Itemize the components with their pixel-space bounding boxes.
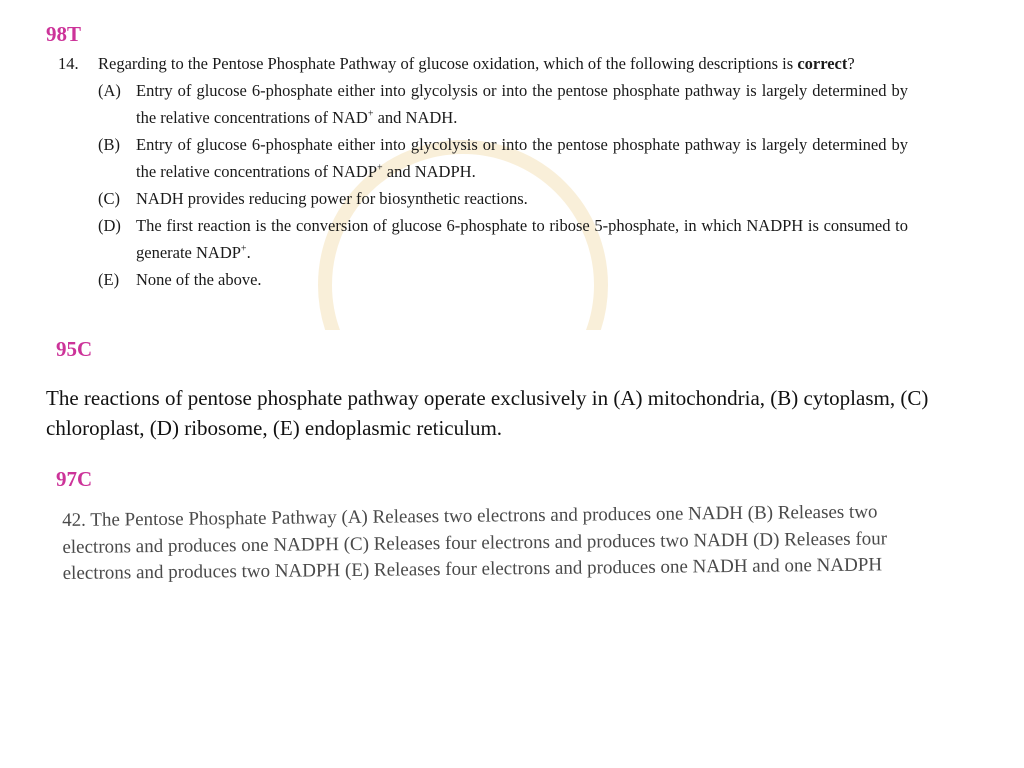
question-14-stem-row <box>58 50 908 77</box>
question-95-text: The reactions of pentose phosphate pathway operate exclusively in (A) mitochondria, (B) cytoplasm, (C) chloroplast, (D) ribosome, (E) endoplasmic reticulum. <box>46 386 929 440</box>
option-d <box>98 212 908 266</box>
superscript: + <box>240 243 247 255</box>
option-text <box>136 77 908 131</box>
question-number: 14. <box>58 54 79 73</box>
option-text-main: Entry of glucose 6-phosphate either into glycolysis or into the pentose phosphate pathway is largely determined by the relative concentrations of NAD <box>136 81 908 127</box>
option-text-end: and NADH. <box>373 108 458 127</box>
stem-end: ? <box>847 54 855 73</box>
option-label: (D) <box>98 216 121 235</box>
option-text-main: None of the above. <box>136 270 262 289</box>
option-e <box>98 266 908 293</box>
option-label: (B) <box>98 135 120 154</box>
option-text <box>136 185 908 212</box>
superscript: + <box>377 162 383 174</box>
exam-tag-97c: 97C <box>56 467 93 491</box>
option-c <box>98 185 908 212</box>
option-a <box>98 77 908 131</box>
question-42-scan: 42. The Pentose Phosphate Pathway (A) Releases two electrons and produces one NADH (B) Releases two electrons and produces one NADPH (C) Releases four electrons and produces two NADH (D) Releases four electrons and produces two NADPH (E) Releases four electrons and produces one NADH and one NADPH <box>62 501 888 584</box>
exam-tag-95c: 95C <box>56 337 93 361</box>
superscript: + <box>367 108 374 120</box>
option-text <box>136 266 908 293</box>
option-text-end: and NADPH. <box>382 162 476 181</box>
option-text-main: The first reaction is the conversion of glucose 6-phosphate to ribose 5-phosphate, in which NADPH is consumed to generate NADP <box>136 216 908 262</box>
option-text <box>136 131 908 185</box>
option-text-end: . <box>246 243 251 262</box>
option-label: (E) <box>98 270 120 289</box>
option-b <box>98 131 908 185</box>
question-14-scan <box>58 50 908 330</box>
option-text-main: NADH provides reducing power for biosynthetic reactions. <box>136 189 528 208</box>
stem-bold-word: correct <box>797 54 848 73</box>
option-text <box>136 212 908 266</box>
stem-text: Regarding to the Pentose Phosphate Pathway of glucose oxidation, which of the following descriptions is <box>98 54 798 73</box>
option-text-main: Entry of glucose 6-phosphate either into glycolysis or into the pentose phosphate pathway is largely determined by the relative concentrations of NADP <box>136 135 908 181</box>
exam-tag-98t: 98T <box>46 22 82 46</box>
option-label: (A) <box>98 81 121 100</box>
option-label: (C) <box>98 189 120 208</box>
question-stem <box>98 50 908 77</box>
